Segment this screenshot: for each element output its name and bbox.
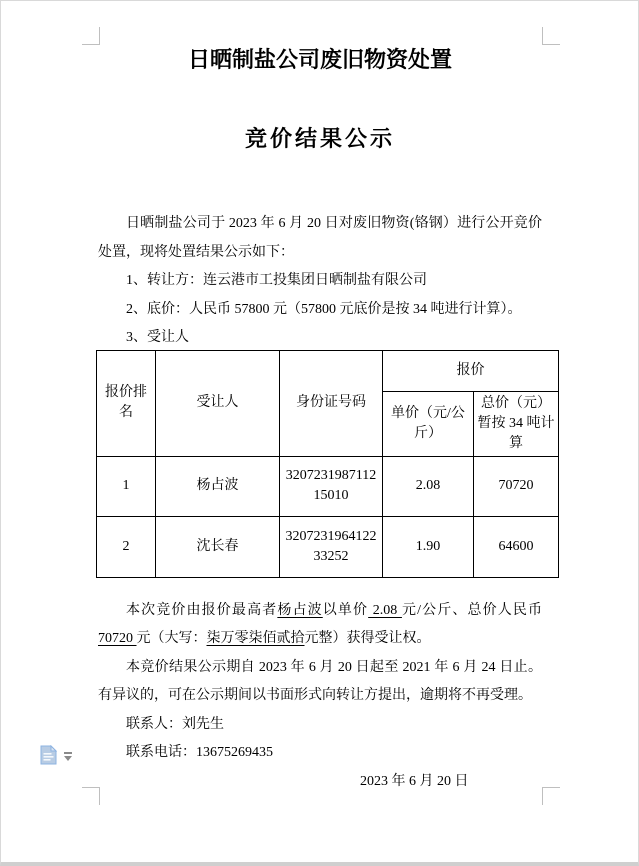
header-transferee: 受让人 bbox=[156, 350, 280, 456]
margin-mark-bottom-right bbox=[542, 787, 560, 805]
list-item-base-price: 2、底价：人民币 57800 元（57800 元底价是按 34 吨进行计算）。 bbox=[126, 301, 522, 317]
list-item-transferee: 3、受让人 bbox=[126, 330, 189, 345]
table-row bbox=[97, 456, 559, 516]
dropdown-arrow-icon[interactable] bbox=[64, 752, 72, 761]
cell-id: 320723196412233252 bbox=[280, 516, 383, 577]
award-text-2: 以单价 bbox=[322, 602, 369, 618]
cell-name: 杨占波 bbox=[156, 456, 280, 516]
header-total-price: 总价（元）暂按 34 吨计算 bbox=[474, 391, 559, 456]
intro-paragraph: 日晒制盐公司于 2023 年 6 月 20 日对废旧物资(铬钢）进行公开竞价处置，现将处置结果公示如下： bbox=[98, 216, 542, 260]
cell-rank: 2 bbox=[97, 516, 156, 577]
bid-result-table bbox=[96, 350, 559, 578]
cell-total: 64600 bbox=[474, 516, 559, 577]
header-quote: 报价 bbox=[383, 350, 559, 391]
page-subtitle: 竞价结果公示 bbox=[244, 126, 395, 151]
cell-id: 320723198711215010 bbox=[280, 456, 383, 516]
amount-in-words: 柒万零柒佰贰拾 bbox=[206, 631, 305, 646]
winning-unit-price: 2.08 bbox=[368, 602, 402, 618]
page-title: 日晒制盐公司废旧物资处置 bbox=[187, 47, 452, 72]
margin-mark-top-right bbox=[542, 27, 560, 45]
cell-rank: 1 bbox=[97, 456, 156, 516]
date-line: 2023 年 6 月 20 日 bbox=[360, 773, 469, 789]
cell-unit-price: 1.90 bbox=[383, 516, 474, 577]
contact-person: 联系人：刘先生 bbox=[126, 716, 224, 732]
header-unit-price: 单价（元/公斤） bbox=[383, 391, 474, 456]
cell-name: 沈长春 bbox=[156, 516, 280, 577]
award-text-4: 元（大写： bbox=[136, 631, 207, 646]
award-text-3: 元/公斤、总价人民币 bbox=[401, 602, 543, 618]
award-paragraph bbox=[98, 597, 542, 654]
document-body bbox=[98, 1, 555, 796]
header-rank: 报价排名 bbox=[97, 350, 156, 456]
winner-name: 杨占波 bbox=[277, 602, 323, 618]
list-item-transferor: 1、转让方：连云港市工投集团日晒制盐有限公司 bbox=[126, 273, 427, 288]
paste-options-button[interactable] bbox=[40, 745, 72, 765]
cell-unit-price: 2.08 bbox=[383, 456, 474, 516]
award-text-5: 元整）获得受让权。 bbox=[304, 631, 431, 646]
header-id-number: 身份证号码 bbox=[280, 350, 383, 456]
contact-phone: 联系电话：13675269435 bbox=[126, 745, 273, 760]
winning-total-price: 70720 bbox=[98, 631, 137, 646]
paste-options-icon bbox=[40, 745, 57, 765]
notice-paragraph: 本竞价结果公示期自 2023 年 6 月 20 日起至 2021 年 6 月 24 日止。有异议的，可在公示期间以书面形式向转让方提出，逾期将不再受理。 bbox=[98, 659, 542, 703]
cell-total: 70720 bbox=[474, 456, 559, 516]
table-row bbox=[97, 516, 559, 577]
award-text-1: 本次竞价由报价最高者 bbox=[126, 602, 278, 618]
